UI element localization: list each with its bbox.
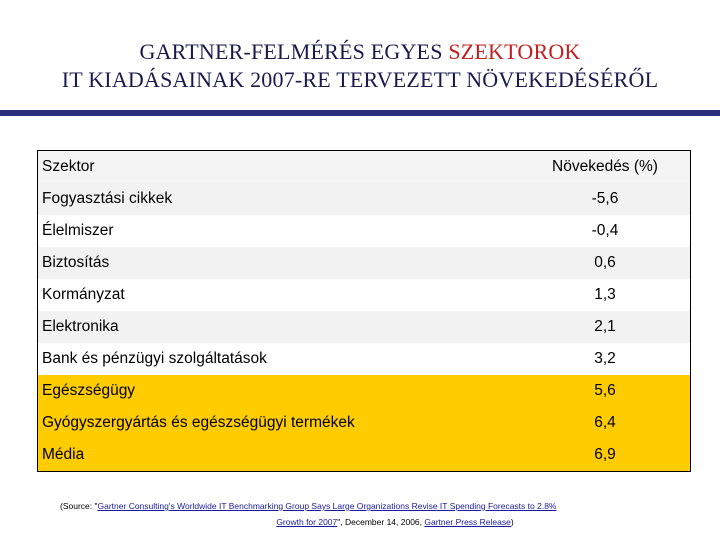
title-line-1 [0,38,720,66]
source-line-2 [60,514,700,530]
sector-cell: Élelmiszer [42,222,114,239]
growth-cell: 2,1 [594,318,616,335]
sector-cell: Média [42,446,85,463]
source-middle: ", December 14, 2006, [337,517,425,527]
table-row-highlighted [38,439,690,471]
source-press-release-link[interactable]: Gartner Press Release [424,517,511,527]
growth-cell: 6,9 [594,446,616,463]
title-highlight: SZEKTOROK [448,39,581,64]
sector-cell: Biztosítás [42,254,110,271]
title-line-1-text: GARTNER-FELMÉRÉS EGYES [139,39,449,64]
table-row [38,343,690,375]
header-sector: Szektor [42,158,95,175]
table-header-row [38,151,690,183]
growth-cell: -5,6 [591,190,619,207]
sector-cell: Bank és pénzügyi szolgáltatások [42,350,267,367]
growth-cell: 1,3 [594,286,616,303]
header-growth: Növekedés (%) [552,158,658,175]
source-prefix: (Source: " [60,501,98,511]
sector-cell: Elektronika [42,318,119,335]
table-row [38,183,690,215]
growth-cell: 0,6 [594,254,616,271]
source-note [60,498,700,530]
table-row [38,311,690,343]
growth-cell: 6,4 [594,414,616,431]
sector-cell: Fogyasztási cikkek [42,190,173,207]
source-article-link[interactable]: Gartner Consulting's Worldwide IT Benchmarking Group Says Large Organizations Revise IT Spending Forecasts to 2.8% [97,501,557,511]
sector-cell: Kormányzat [42,286,125,303]
table-row-highlighted [38,375,690,407]
growth-cell: -0,4 [591,222,619,239]
slide-title [0,38,720,94]
source-article-link-cont[interactable]: Growth for 2007 [276,517,338,527]
growth-table [37,150,691,472]
growth-cell: 5,6 [594,382,616,399]
table-row [38,215,690,247]
table-row [38,247,690,279]
table-row-highlighted [38,407,690,439]
sector-cell: Gyógyszergyártás és egészségügyi termékek [42,414,355,431]
title-line-2: IT KIADÁSAINAK 2007-RE TERVEZETT NÖVEKEDÉSÉRŐL [61,67,659,92]
source-suffix: ) [510,517,514,527]
sector-cell: Egészségügy [42,382,136,399]
growth-cell: 3,2 [594,350,616,367]
title-divider [0,110,720,116]
table-row [38,279,690,311]
